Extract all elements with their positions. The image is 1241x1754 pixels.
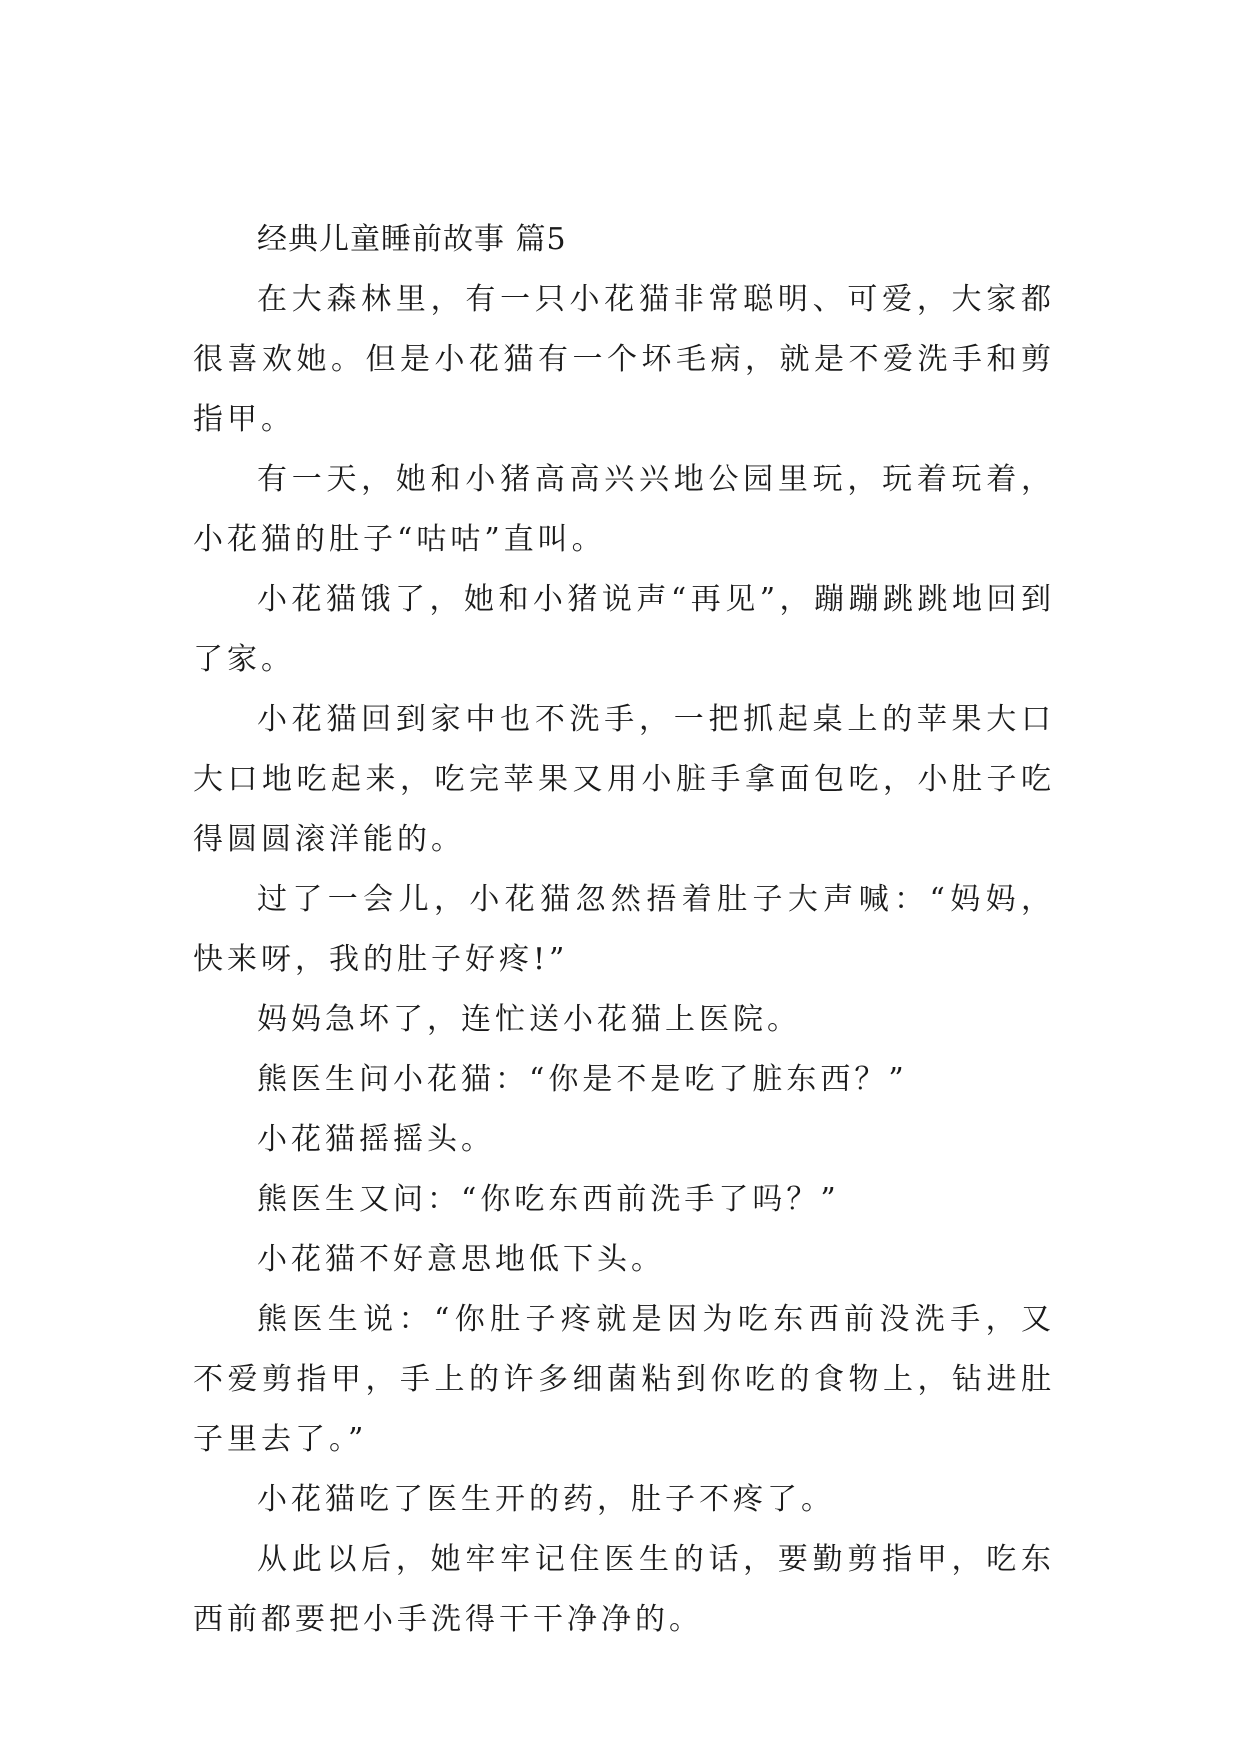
paragraph: 熊医生说：“你肚子疼就是因为吃东西前没洗手，又不爱剪指甲，手上的许多细菌粘到你吃的食物上，钻进肚子里去了。” <box>193 1302 1055 1457</box>
paragraph: 在大森林里，有一只小花猫非常聪明、可爱，大家都很喜欢她。但是小花猫有一个坏毛病，就是不爱洗手和剪指甲。 <box>193 282 1055 437</box>
paragraph: 小花猫饿了，她和小猪说声“再见”，蹦蹦跳跳地回到了家。 <box>193 582 1055 677</box>
paragraph: 有一天，她和小猪高高兴兴地公园里玩，玩着玩着，小花猫的肚子“咕咕”直叫。 <box>193 462 1055 557</box>
paragraph: 小花猫吃了医生开的药，肚子不疼了。 <box>257 1482 835 1517</box>
paragraph: 小花猫不好意思地低下头。 <box>257 1242 665 1277</box>
document-page <box>193 210 1055 1650</box>
paragraph: 妈妈急坏了，连忙送小花猫上医院。 <box>257 1002 801 1037</box>
story-title: 经典儿童睡前故事 篇5 <box>257 222 567 257</box>
paragraph: 熊医生又问：“你吃东西前洗手了吗？” <box>257 1182 840 1217</box>
paragraph: 过了一会儿，小花猫忽然捂着肚子大声喊：“妈妈，快来呀，我的肚子好疼!” <box>193 882 1055 977</box>
paragraph: 小花猫摇摇头。 <box>257 1122 495 1157</box>
paragraph: 熊医生问小花猫：“你是不是吃了脏东西？” <box>257 1062 908 1097</box>
paragraph: 小花猫回到家中也不洗手，一把抓起桌上的苹果大口大口地吃起来，吃完苹果又用小脏手拿面包吃，小肚子吃得圆圆滚洋能的。 <box>193 702 1055 857</box>
paragraph: 从此以后，她牢牢记住医生的话，要勤剪指甲，吃东西前都要把小手洗得干干净净的。 <box>193 1542 1055 1637</box>
